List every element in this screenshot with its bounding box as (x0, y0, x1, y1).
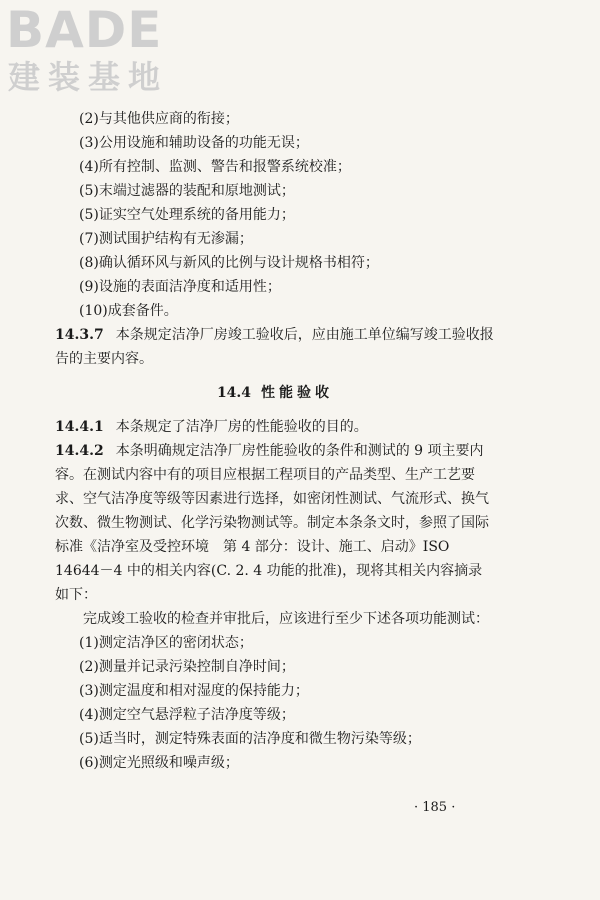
list-item: (2)测量并记录污染控制自净时间； (79, 659, 295, 675)
logo-english: BADE (6, 1, 163, 59)
list-item: (4)所有控制、监测、警告和报警系统校准； (79, 159, 351, 175)
section-heading (55, 381, 495, 405)
list-item: (5)证实空气处理系统的备用能力； (79, 207, 295, 223)
list-item: (2)与其他供应商的衔接； (79, 111, 239, 127)
list-item: (4)测定空气悬浮粒子洁净度等级； (79, 707, 295, 723)
list-item: (3)测定温度和相对湿度的保持能力； (79, 683, 309, 699)
list-item: (1)测定洁净区的密闭状态； (79, 635, 253, 651)
clause-14-4-1 (55, 415, 495, 439)
list-item: (10)成套备件。 (79, 303, 178, 319)
list-item: (8)确认循环风与新风的比例与设计规格书相符； (79, 255, 379, 271)
section-title: 性能验收 (261, 385, 334, 401)
clause-number: 14.4.1 (55, 419, 104, 435)
logo-chinese: 建装基地 (8, 58, 169, 96)
list-item: (5)适当时，测定特殊表面的洁净度和微生物污染等级； (79, 731, 421, 747)
section-number: 14.4 (216, 385, 252, 401)
clause-text: 本条规定了洁净厂房的性能验收的目的。 (115, 419, 368, 435)
clause-text: 本条规定洁净厂房竣工验收后，应由施工单位编写竣工验收报告的主要内容。 (55, 327, 494, 367)
clause-14-4-2 (55, 439, 495, 607)
page-content (55, 107, 495, 775)
list-item: (3)公用设施和辅助设备的功能无误； (79, 135, 309, 151)
clause-number: 14.4.2 (55, 443, 104, 459)
list-item: (6)测定光照级和噪声级； (79, 755, 239, 771)
list-item: (9)设施的表面洁净度和适用性； (79, 279, 281, 295)
page-number: · 185 · (414, 800, 456, 815)
intro-paragraph: 完成竣工验收的检查并审批后，应该进行至少下述各项功能测试： (83, 611, 489, 627)
clause-text: 本条明确规定洁净厂房性能验收的条件和测试的 9 项主要内容。在测试内容中有的项目应根据工程项目的产品类型、生产工艺要求、空气洁净度等级等因素进行选择，如密闭性测试、气流形式、换气次数、微生物测试、化学污染物测试等。制定本条条文时，参照了国际标准《洁净室及受控环境 第 4 部分：设计、施工、启动》ISO 14644－4 中的相关内容(C. 2. 4 功能的批准)，现将其相关内容摘录如下： (55, 443, 489, 603)
list-item: (5)末端过滤器的装配和原地测试； (79, 183, 295, 199)
list-item: (7)测试围护结构有无渗漏； (79, 231, 253, 247)
logo (6, 2, 168, 96)
clause-14-3-7 (55, 323, 495, 371)
clause-number: 14.3.7 (55, 327, 104, 343)
